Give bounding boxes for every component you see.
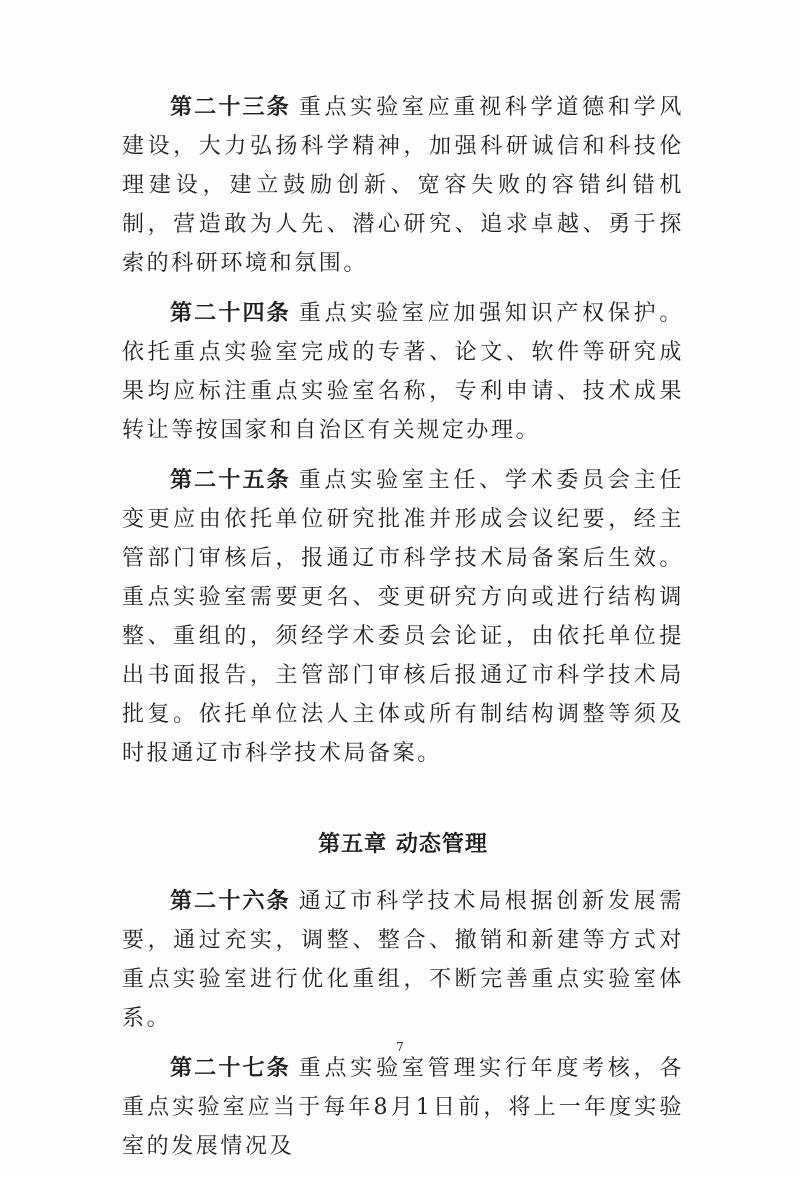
article-26 [122, 882, 684, 1038]
article-27 [122, 1049, 684, 1166]
article-26-text: 通辽市科学技术局根据创新发展需要，通过充实，调整、整合、撤销和新建等方式对重点实验室进行优化重组，不断完善重点实验室体系。 [122, 889, 684, 1031]
article-25 [122, 461, 684, 773]
article-27-label: 第二十七条 [170, 1056, 291, 1081]
article-23 [122, 88, 684, 283]
document-body [122, 88, 684, 1177]
article-23-text: 重点实验室应重视科学道德和学风建设，大力弘扬科学精神，加强科研诚信和科技伦理建设，建立鼓励创新、宽容失败的容错纠错机制，营造敢为人先、潜心研究、追求卓越、勇于探索的科研环境和氛围。 [122, 95, 684, 276]
article-24-label: 第二十四条 [170, 301, 291, 326]
article-23-label: 第二十三条 [170, 95, 291, 120]
article-25-text: 重点实验室主任、学术委员会主任变更应由依托单位研究批准并形成会议纪要，经主管部门审核后，报通辽市科学技术局备案后生效。重点实验室需要更名、变更研究方向或进行结构调整、重组的，须经学术委员会论证，由依托单位提出书面报告，主管部门审核后报通辽市科学技术局批复。依托单位法人主体或所有制结构调整等须及时报通辽市科学技术局备案。 [122, 468, 684, 766]
article-24 [122, 294, 684, 450]
page-number: 7 [396, 1040, 404, 1054]
article-25-label: 第二十五条 [170, 468, 291, 493]
chapter-heading: 第五章 动态管理 [318, 832, 488, 857]
article-24-text: 重点实验室应加强知识产权保护。依托重点实验室完成的专著、论文、软件等研究成果均应标注重点实验室名称，专利申请、技术成果转让等按国家和自治区有关规定办理。 [122, 301, 684, 443]
article-27-text: 重点实验室管理实行年度考核，各重点实验室应当于每年8月1日前，将上一年度实验室的发展情况及 [122, 1056, 684, 1159]
article-26-label: 第二十六条 [170, 889, 291, 914]
